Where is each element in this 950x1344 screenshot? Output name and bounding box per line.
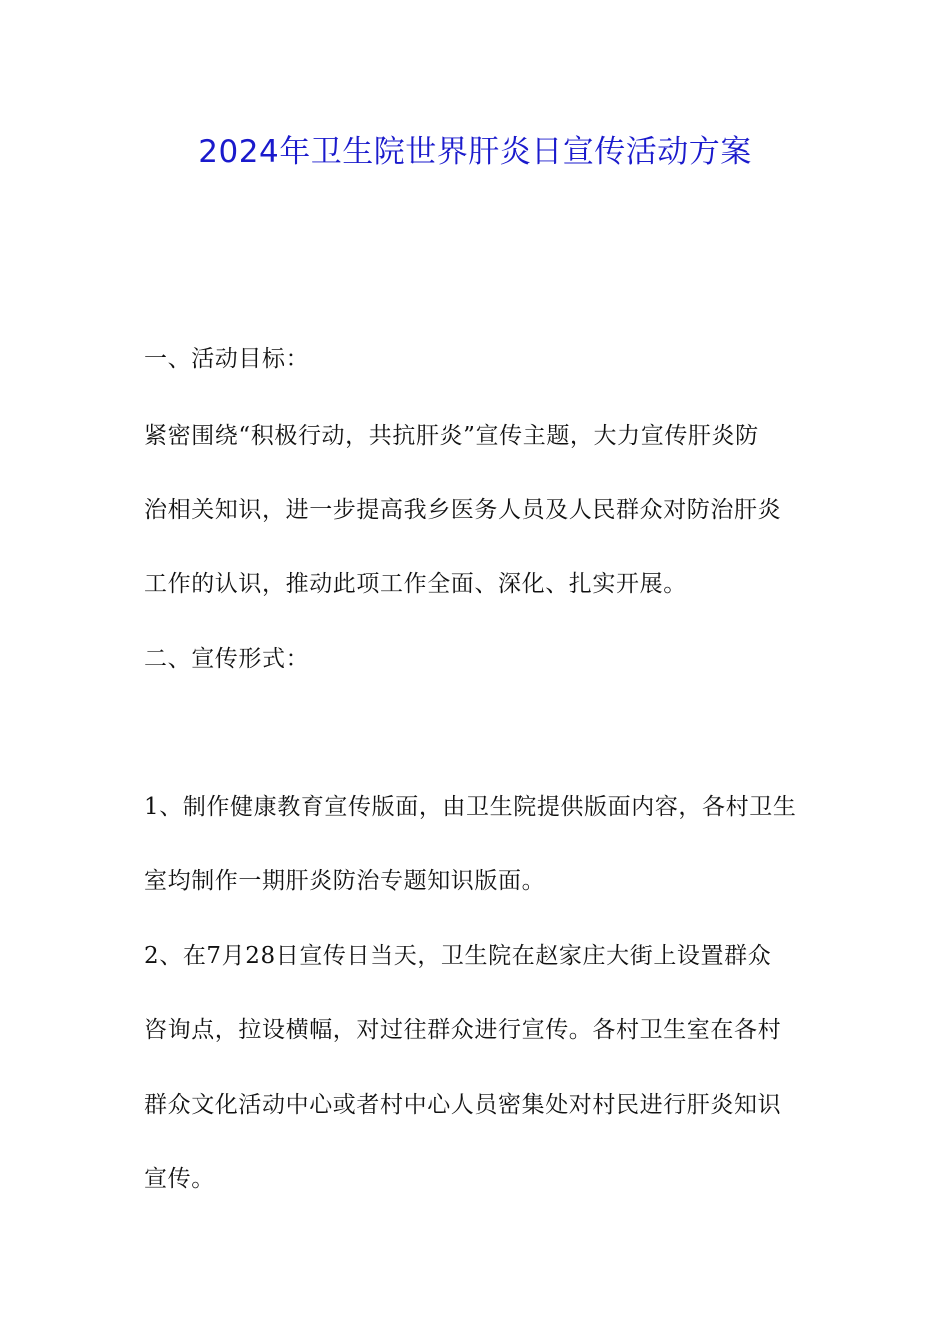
paragraph-line: 咨询点，拉设横幅，对过往群众进行宣传。各村卫生室在各村 [144,1017,782,1043]
paragraph-line: 2、在7月28日宣传日当天，卫生院在赵家庄大街上设置群众 [144,943,772,969]
paragraph-line: 宣传。 [144,1166,215,1192]
paragraph-line: 室均制作一期肝炎防治专题知识版面。 [144,868,546,894]
paragraph-line: 工作的认识，推动此项工作全面、深化、扎实开展。 [144,571,687,597]
document-title: 2024年卫生院世界肝炎日宣传活动方案 [198,134,752,170]
section-heading-goals: 一、活动目标： [144,346,310,372]
paragraph-line: 治相关知识，进一步提高我乡医务人员及人民群众对防治肝炎 [144,497,782,523]
paragraph-line: 1、制作健康教育宣传版面，由卫生院提供版面内容，各村卫生 [144,794,797,820]
paragraph-line: 紧密围绕“积极行动，共抗肝炎”宣传主题，大力宣传肝炎防 [144,423,759,449]
section-heading-forms: 二、宣传形式： [144,646,310,672]
paragraph-line: 群众文化活动中心或者村中心人员密集处对村民进行肝炎知识 [144,1092,782,1118]
